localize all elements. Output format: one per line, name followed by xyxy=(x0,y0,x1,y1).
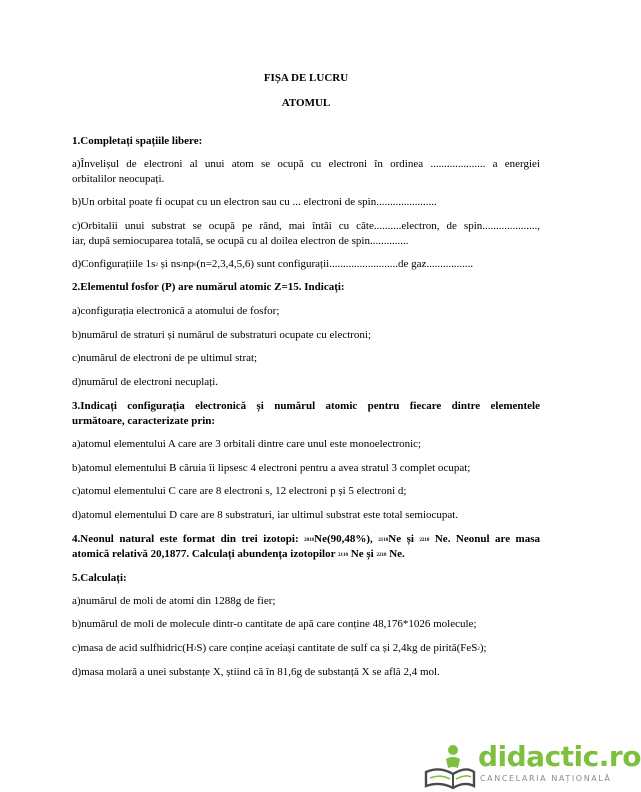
section1-heading: 1.Completați spațiile libere: xyxy=(72,135,203,147)
section1-item-a-line2: orbitalilor neocupați. xyxy=(72,173,165,185)
section5-item-c xyxy=(72,640,540,658)
section1-item-b: b)Un orbital poate fi ocupat cu un electron sau cu ... electroni de spin...................... xyxy=(72,196,437,208)
section4-l1-text4: Ne. Neonul are masa xyxy=(429,533,540,545)
section3-item-d: d)atomul elementului D care are 8 substraturi, iar ultimul substrat este total semiocupat. xyxy=(72,509,459,521)
section5-c-text1: c)masa de acid sulfhidric(H xyxy=(72,642,194,654)
section5-item-a: a)numărul de moli de atomi din 1288g de fier; xyxy=(72,595,276,607)
section3-heading-line1: 3.Indicați configurația electronică și numărul atomic pentru fiecare dintre elementele xyxy=(72,400,540,412)
isotope-mass-number: 22 xyxy=(376,553,382,558)
didactic-logo[interactable] xyxy=(418,740,641,792)
section5-heading: 5.Calculați: xyxy=(72,572,127,584)
section3-item-a: a)atomul elementului A care are 3 orbitali dintre care unul este monoelectronic; xyxy=(72,438,422,450)
section2-item-a: a)configurația electronică a atomului de fosfor; xyxy=(72,305,280,317)
section4-l1-text1: 4.Neonul natural este format din trei izotopi: xyxy=(72,533,305,545)
isotope-mass-number: 20 xyxy=(304,538,310,543)
section3-item-b: b)atomul elementului B căruia îi lipsesc 4 electroni pentru a avea stratul 3 complet ocupat; xyxy=(72,462,471,474)
isotope-mass-number: 21 xyxy=(338,553,344,558)
section4-l1-text3: Ne și xyxy=(388,533,420,545)
section2-item-b: b)numărul de straturi și numărul de substraturi ocupate cu electroni; xyxy=(72,329,372,341)
section5-item-d: d)masa molară a unei substanțe X, știind că în 81,6g de substanță X se află 2,4 mol. xyxy=(72,666,440,678)
section1-item-d xyxy=(72,256,540,274)
isotope-mass-number: 21 xyxy=(378,538,384,543)
section2-heading: 2.Elementul fosfor (P) are numărul atomic Z=15. Indicați: xyxy=(72,281,345,293)
section5-c-text2: S) care conține aceiași cantitate de sulf ca și 2,4kg de pirită(FeS xyxy=(196,642,478,654)
section1-d-text1: d)Configurațiile 1s xyxy=(72,258,156,270)
section5-c-sub1: 2 xyxy=(193,647,197,652)
page-subtitle: ATOMUL xyxy=(281,97,331,109)
section1-d-sup1: 2 xyxy=(155,263,158,268)
section3-heading-line2: următoare, caracterizate prin: xyxy=(72,415,216,427)
section5-c-sub2: 2 xyxy=(477,647,480,652)
open-book-person-icon xyxy=(420,740,476,792)
page-title: FIȘA DE LUCRU xyxy=(263,72,349,84)
section2-item-d: d)numărul de electroni necuplați. xyxy=(72,376,218,388)
section3-item-c: c)atomul elementului C care are 8 electroni s, 12 electroni p și 5 electroni d; xyxy=(72,485,407,497)
section4-l2-text1: atomică relativă 20,1877. Calculați abundența izotopilor xyxy=(72,548,339,560)
section4-l2-text3: Ne. xyxy=(386,548,405,560)
logo-wordmark: didactic.ro xyxy=(478,740,641,773)
section4-line2 xyxy=(72,546,540,564)
section5-item-b: b)numărul de moli de molecule dintr-o cantitate de apă care conține 48,176*1026 molecule; xyxy=(72,618,477,630)
section2-item-c: c)numărul de electroni de pe ultimul strat; xyxy=(72,352,258,364)
isotope-atomic-number: 10 xyxy=(424,538,430,543)
section4-l2-text2: Ne și xyxy=(348,548,377,560)
section1-item-c-line1: c)Orbitalii unui substrat se ocupă pe rând, mai întâi cu câte..........electron, de spin...................., xyxy=(72,220,540,232)
section1-d-sup3: 6 xyxy=(194,263,197,268)
section5-c-text3: ); xyxy=(479,642,487,654)
isotope-atomic-number: 10 xyxy=(343,553,349,558)
isotope-atomic-number: 10 xyxy=(309,538,315,543)
section1-item-c-line2: iar, după semiocuparea totală, se ocupă cu al doilea electron de spin.............. xyxy=(72,235,409,247)
section1-d-text3: np xyxy=(183,258,195,270)
section1-d-sup2: 2 xyxy=(180,263,184,268)
section1-d-text2: și ns xyxy=(157,258,181,270)
section4-l1-text2: Ne(90,48%), xyxy=(314,533,379,545)
section1-item-a-line1: a)Învelișul de electroni al unui atom se ocupă cu electroni în ordinea .................... a energiei xyxy=(72,158,540,170)
isotope-mass-number: 22 xyxy=(419,538,425,543)
logo-tagline: CANCELARIA NAȚIONALĂ xyxy=(480,774,612,783)
isotope-atomic-number: 10 xyxy=(381,553,387,558)
isotope-atomic-number: 10 xyxy=(383,538,389,543)
section1-d-text4: (n=2,3,4,5,6) sunt configurații.........................de gaz................. xyxy=(196,258,474,270)
